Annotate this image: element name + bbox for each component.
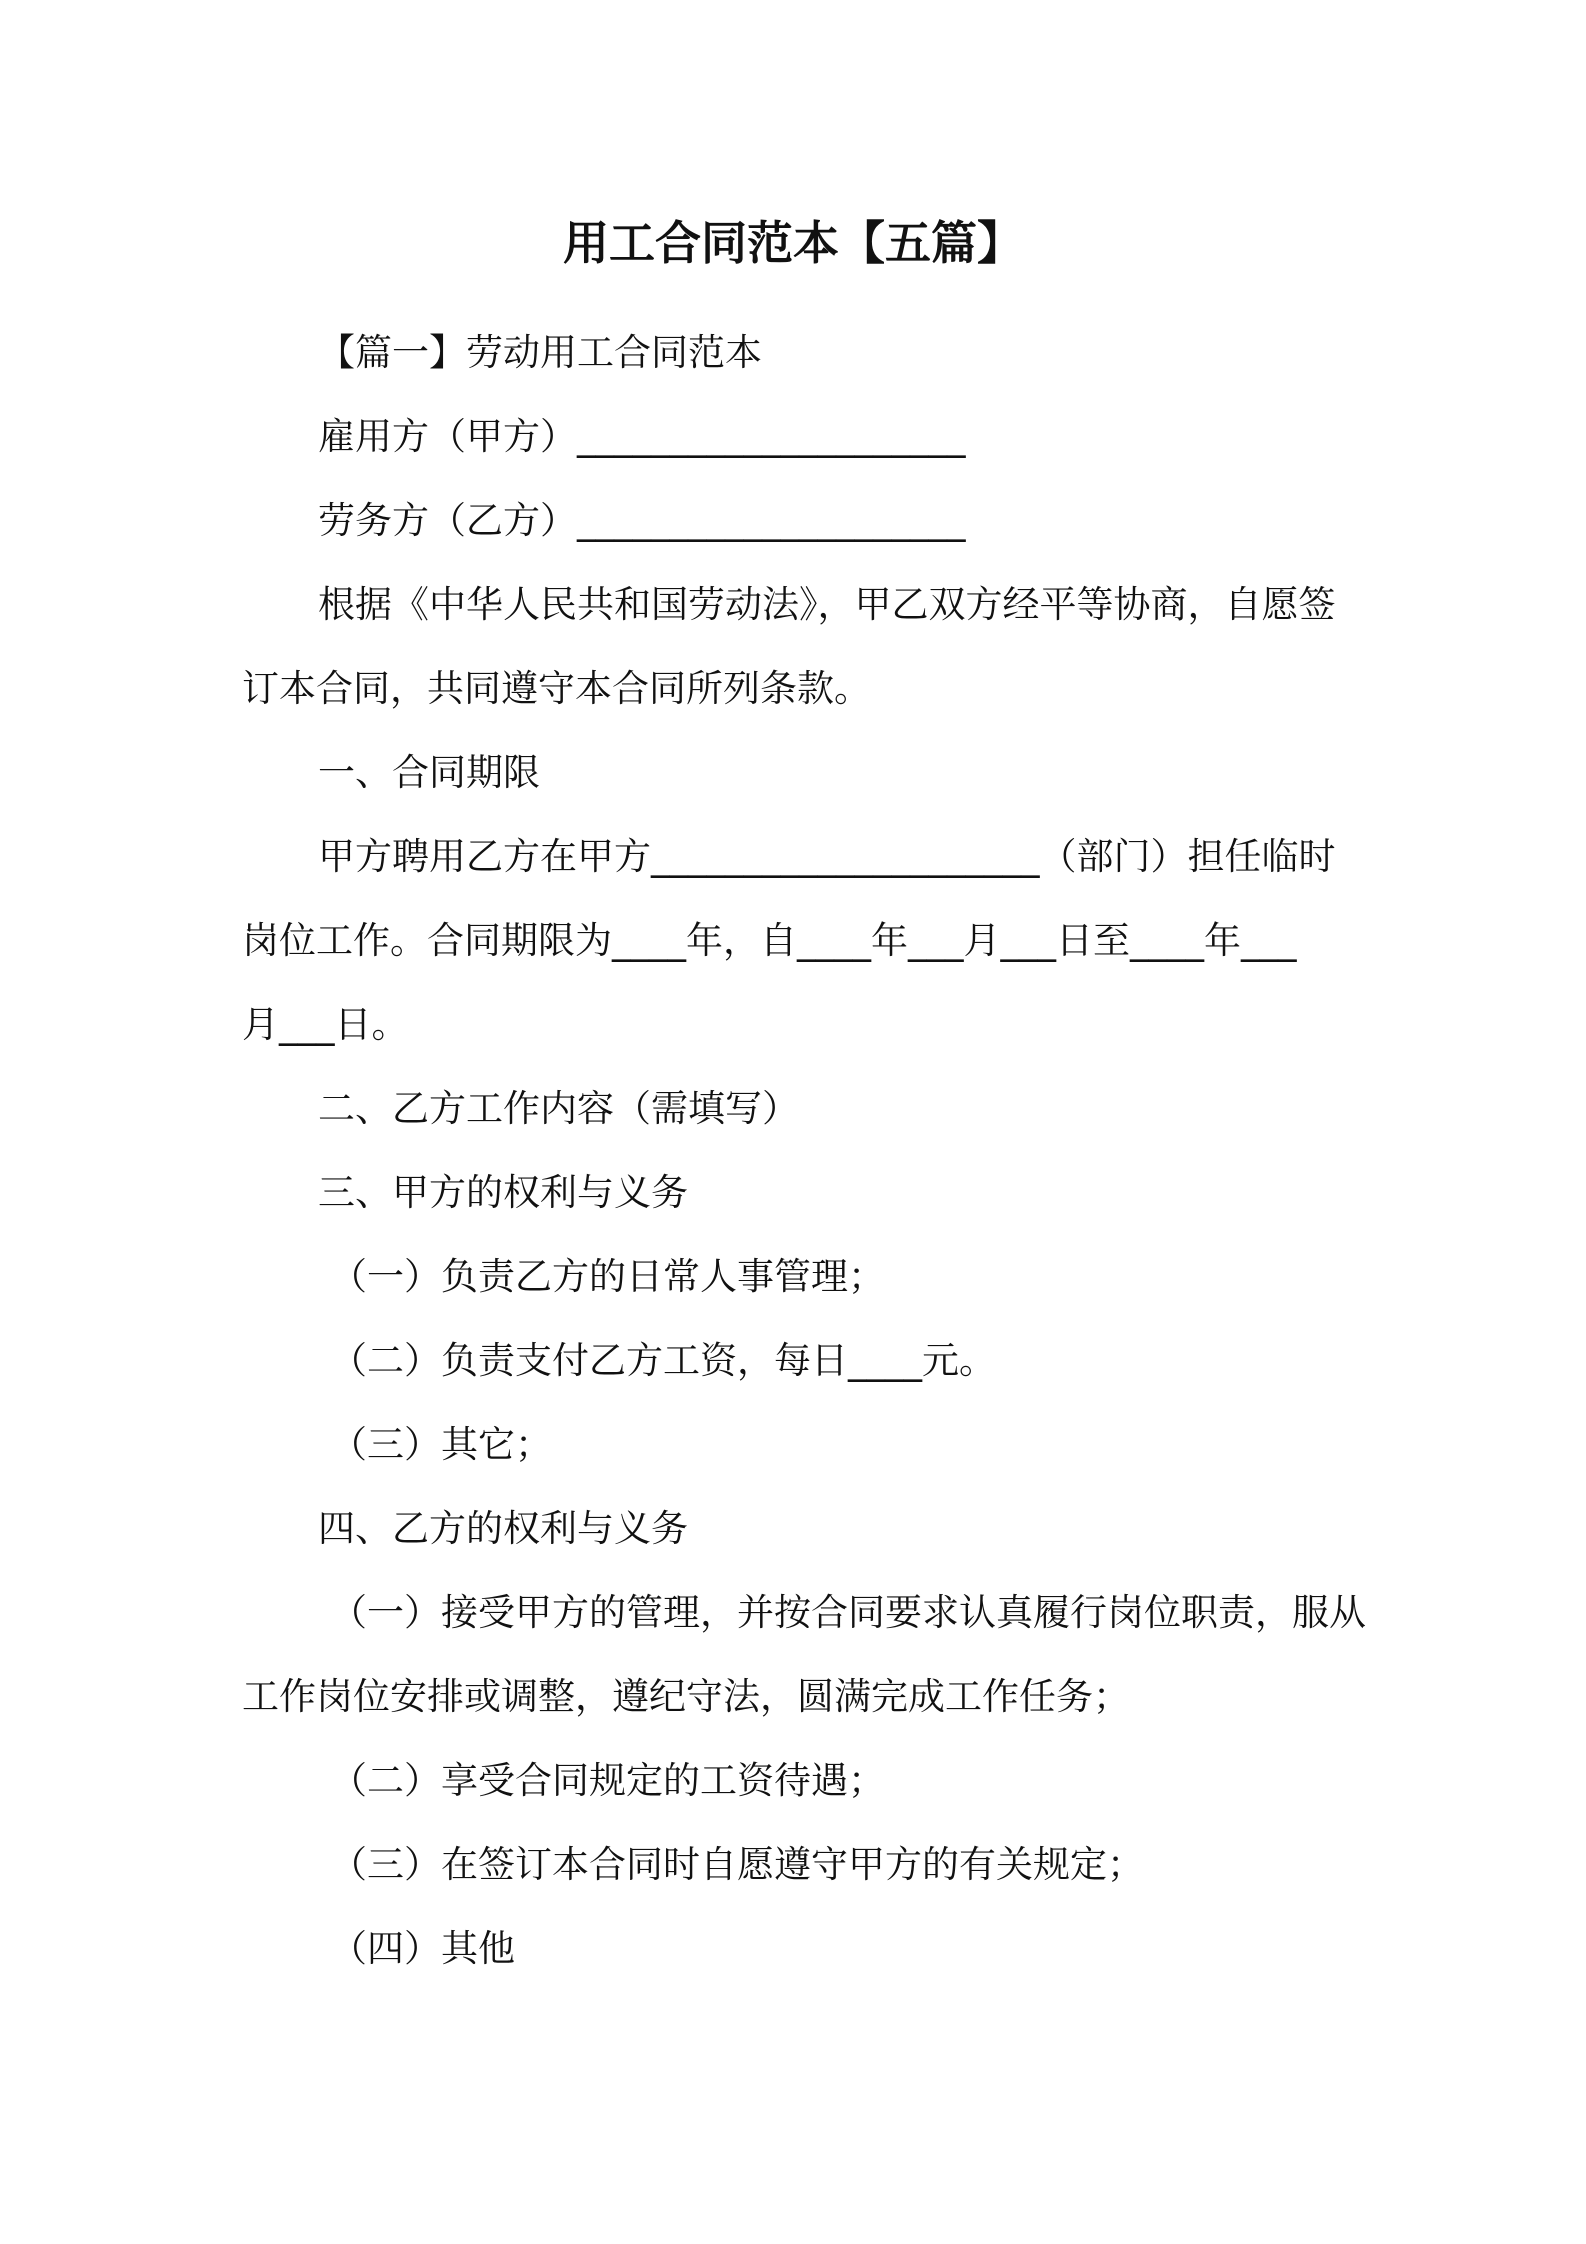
paragraph-term-line-3: 月___日。 — [242, 1003, 409, 1046]
party-b-item-4: （四）其他 — [330, 1927, 515, 1970]
party-b-item-1-line-2: 工作岗位安排或调整，遵纪守法，圆满完成工作任务； — [242, 1675, 1130, 1718]
party-a-item-1: （一）负责乙方的日常人事管理； — [330, 1255, 885, 1298]
clause-heading-term: 一、合同期限 — [318, 751, 540, 794]
employee-line: 劳务方（乙方）_____________________ — [318, 499, 966, 542]
clause-heading-party-b-rights: 四、乙方的权利与义务 — [318, 1507, 688, 1550]
employer-line: 雇用方（甲方）_____________________ — [318, 415, 966, 458]
clause-heading-work-content: 二、乙方工作内容（需填写） — [318, 1087, 799, 1130]
paragraph-preamble-line-1: 根据《中华人民共和国劳动法》，甲乙双方经平等协商，自愿签 — [318, 583, 1336, 626]
party-a-item-2: （二）负责支付乙方工资，每日____元。 — [330, 1339, 996, 1382]
party-a-item-3: （三）其它； — [330, 1423, 552, 1466]
section-heading-part-one: 【篇一】劳动用工合同范本 — [318, 331, 762, 374]
party-b-item-3: （三）在签订本合同时自愿遵守甲方的有关规定； — [330, 1843, 1144, 1886]
paragraph-preamble-line-2: 订本合同，共同遵守本合同所列条款。 — [242, 667, 871, 710]
paragraph-term-line-2: 岗位工作。合同期限为____年，自____年___月___日至____年___ — [242, 919, 1297, 962]
party-b-item-2: （二）享受合同规定的工资待遇； — [330, 1759, 885, 1802]
clause-heading-party-a-rights: 三、甲方的权利与义务 — [318, 1171, 688, 1214]
document-title: 用工合同范本【五篇】 — [563, 216, 1023, 270]
party-b-item-1-line-1: （一）接受甲方的管理，并按合同要求认真履行岗位职责，服从 — [330, 1591, 1366, 1634]
paragraph-term-line-1: 甲方聘用乙方在甲方_____________________（部门）担任临时 — [318, 835, 1336, 878]
